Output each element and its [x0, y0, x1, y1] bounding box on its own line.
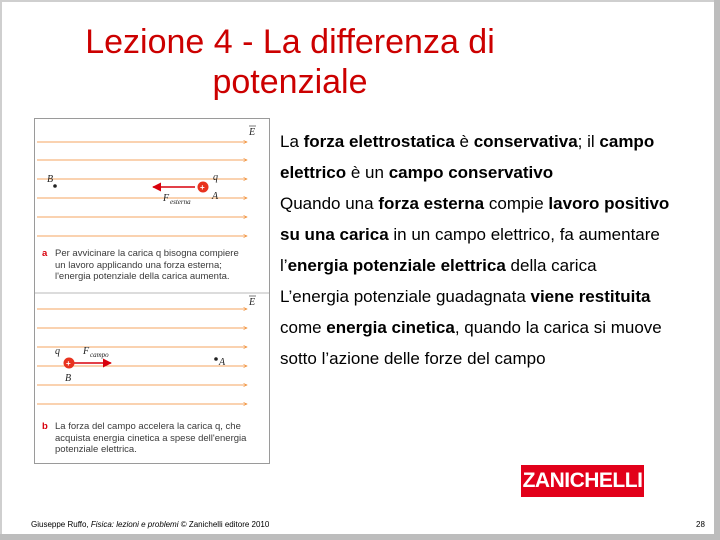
p2-text-3: in un campo elettrico, fa aumentare l’ — [280, 225, 660, 275]
caption-letter-a: a — [42, 248, 48, 259]
title-line-1: Lezione 4 - La differenza di — [85, 23, 495, 61]
p2-bold-2: lavoro positivo su una carica — [280, 194, 670, 244]
p1-text-4: è un — [346, 163, 389, 182]
charge-label-b: q — [55, 346, 60, 357]
point-b-label-a: B — [47, 174, 54, 185]
p3-text-1: L’energia potenziale guadagnata — [280, 287, 531, 306]
charge-label-a: q — [213, 172, 218, 183]
zanichelli-logo: ZANICHELLI — [521, 465, 644, 497]
field-diagram — [35, 119, 269, 463]
frame-left — [0, 0, 2, 540]
p2-text-2: compie — [484, 194, 549, 213]
field-lines-a — [37, 142, 247, 236]
title-line-2: potenziale — [212, 63, 368, 101]
point-b-label-b: B — [65, 373, 72, 384]
p2-text-4: della carica — [505, 256, 597, 275]
paragraph-2 — [280, 188, 690, 281]
p1-text-2: è — [454, 132, 474, 151]
point-a-label-a: A — [212, 191, 219, 202]
caption-b — [42, 421, 251, 456]
paragraph-1 — [280, 126, 690, 188]
force-sub-b: campo — [90, 351, 109, 359]
p1-bold-2: conservativa — [473, 132, 578, 151]
page-number: 28 — [696, 520, 705, 529]
field-lines-b — [37, 309, 247, 404]
caption-letter-b: b — [42, 421, 48, 432]
frame-top — [0, 0, 720, 2]
p3-text-3: , quando la carica si muove sotto l’azione delle forze del campo — [280, 318, 662, 368]
field-label-a: E — [249, 127, 256, 138]
caption-a — [42, 248, 251, 283]
footer-credit — [31, 520, 269, 529]
point-b-a — [53, 184, 57, 188]
p2-bold-3: energia potenziale elettrica — [287, 256, 506, 275]
force-label-b: F — [83, 346, 90, 357]
p2-text-1: Quando una — [280, 194, 379, 213]
paragraph-3 — [280, 281, 690, 374]
point-a-label-b: A — [219, 357, 226, 368]
charge-sign-b: + — [66, 359, 71, 368]
caption-text-b: La forza del campo accelera la carica q, che acquista energia cinetica a spese dell'energia potenziale elettrica. — [55, 421, 247, 455]
field-label-b: E — [249, 297, 256, 308]
footer-author: Giuseppe Ruffo, — [31, 520, 91, 529]
caption-text-a: Per avvicinare la carica q bisogna compiere un lavoro applicando una forza esterna; l'energia potenziale della carica aumenta. — [55, 248, 239, 282]
force-sub-a: esterna — [170, 198, 191, 206]
electric-field-figure — [34, 118, 270, 464]
point-a-b — [214, 357, 218, 361]
footer-publisher: © Zanichelli editore 2010 — [178, 520, 270, 529]
footer-book: Fisica: lezioni e problemi — [90, 520, 179, 529]
p2-bold-1: forza esterna — [378, 194, 485, 213]
charge-sign-a: + — [200, 183, 205, 192]
p1-text-3: ; il — [577, 132, 600, 151]
p3-bold-2: energia cinetica — [326, 318, 455, 337]
p3-bold-1: viene restituita — [530, 287, 651, 306]
body-text — [280, 126, 690, 374]
force-label-a: F — [163, 193, 170, 204]
p1-text-1: La — [280, 132, 304, 151]
p1-bold-1: forza elettrostatica — [303, 132, 455, 151]
p3-text-2: come — [280, 318, 327, 337]
p1-bold-4: campo conservativo — [388, 163, 554, 182]
p1-bold-3: campo elettrico — [280, 132, 655, 182]
slide-title — [30, 22, 550, 102]
